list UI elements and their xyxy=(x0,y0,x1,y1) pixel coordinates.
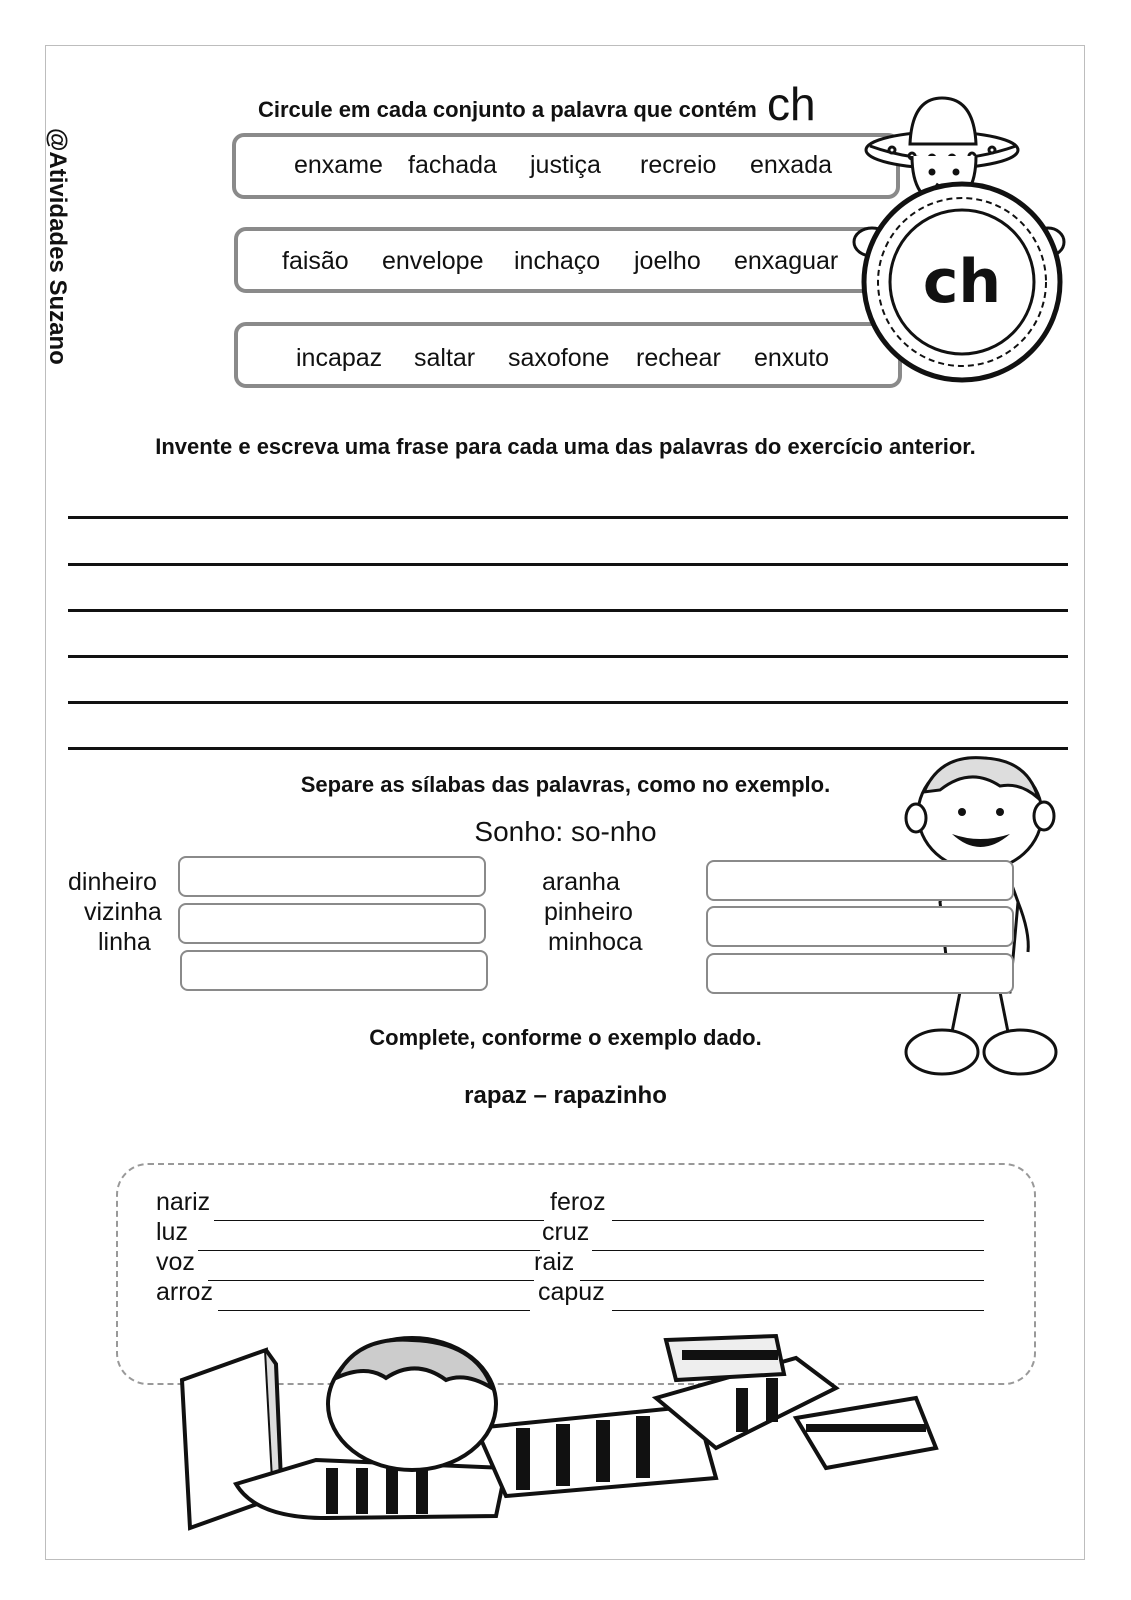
shield-ch-label: ch xyxy=(922,247,1002,317)
syllable-word: aranha xyxy=(542,868,620,896)
word-option[interactable]: envelope xyxy=(382,247,484,275)
word-option[interactable]: enxaguar xyxy=(734,247,839,275)
word-option[interactable]: saltar xyxy=(414,344,476,372)
word-option[interactable]: enxuto xyxy=(754,344,830,372)
word-option[interactable]: enxame xyxy=(294,151,383,179)
word-set-1 xyxy=(232,133,900,199)
exercise-1-instruction-text: Circule em cada conjunto a palavra que contém xyxy=(258,97,757,122)
completion-word: feroz xyxy=(550,1188,606,1216)
writing-line[interactable] xyxy=(68,655,1068,658)
word-set-3 xyxy=(234,322,902,388)
word-option[interactable]: inchaço xyxy=(514,247,601,275)
writing-line[interactable] xyxy=(68,516,1068,519)
completion-word: arroz xyxy=(156,1278,213,1306)
word-option[interactable]: faisão xyxy=(282,247,349,275)
completion-blank[interactable] xyxy=(612,1196,984,1221)
completion-word: luz xyxy=(156,1218,188,1246)
syllable-word: dinheiro xyxy=(68,868,157,896)
syllable-answer-box[interactable] xyxy=(706,860,1014,901)
exercise-1-target: ch xyxy=(766,78,816,130)
completion-word: raiz xyxy=(534,1248,575,1276)
syllable-word: pinheiro xyxy=(544,898,633,926)
completion-blank[interactable] xyxy=(612,1286,984,1311)
word-option[interactable]: joelho xyxy=(634,247,701,275)
reading-kid-illustration xyxy=(176,1328,956,1554)
word-option[interactable]: saxofone xyxy=(508,344,610,372)
completion-blank[interactable] xyxy=(208,1256,534,1281)
word-option[interactable]: rechear xyxy=(636,344,721,372)
completion-blank[interactable] xyxy=(198,1226,540,1251)
exercise-4-example: rapaz – rapazinho xyxy=(464,1082,667,1109)
syllable-word: minhoca xyxy=(548,928,643,956)
sombrero-kid-illustration xyxy=(852,92,1072,392)
writing-line[interactable] xyxy=(68,609,1068,612)
completion-blank[interactable] xyxy=(218,1286,530,1311)
word-option[interactable]: justiça xyxy=(530,151,601,179)
completion-blank[interactable] xyxy=(592,1226,984,1251)
exercise-3-instruction: Separe as sílabas das palavras, como no exemplo. xyxy=(300,772,831,797)
completion-word: voz xyxy=(156,1248,195,1276)
writing-line[interactable] xyxy=(68,747,1068,750)
syllable-answer-box[interactable] xyxy=(178,903,486,944)
word-option[interactable]: fachada xyxy=(408,151,497,179)
completion-word: nariz xyxy=(156,1188,211,1216)
syllable-word: vizinha xyxy=(84,898,162,926)
word-option[interactable]: enxada xyxy=(750,151,833,179)
syllable-answer-box[interactable] xyxy=(180,950,488,991)
completion-blank[interactable] xyxy=(580,1256,984,1281)
word-option[interactable]: incapaz xyxy=(296,344,383,372)
completion-word: capuz xyxy=(538,1278,605,1306)
exercise-2-instruction: Invente e escreva uma frase para cada uma das palavras do exercício anterior. xyxy=(155,434,976,459)
exercise-1-instruction xyxy=(258,78,816,130)
completion-word: cruz xyxy=(542,1218,590,1246)
exercise-3-example: Sonho: so-nho xyxy=(474,816,657,847)
side-watermark xyxy=(28,128,84,388)
completion-blank[interactable] xyxy=(214,1196,544,1221)
syllable-answer-box[interactable] xyxy=(706,953,1014,994)
writing-line[interactable] xyxy=(68,563,1068,566)
side-watermark-text: @Atividades Suzano xyxy=(44,128,71,365)
writing-line[interactable] xyxy=(68,701,1068,704)
syllable-answer-box[interactable] xyxy=(706,906,1014,947)
syllable-answer-box[interactable] xyxy=(178,856,486,897)
exercise-4-instruction: Complete, conforme o exemplo dado. xyxy=(369,1025,762,1050)
word-option[interactable]: recreio xyxy=(640,151,717,179)
word-set-2 xyxy=(234,227,900,293)
syllable-word: linha xyxy=(98,928,151,956)
